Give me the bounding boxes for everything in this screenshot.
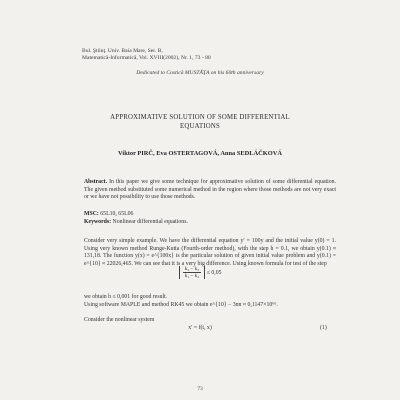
authors: Viktor PIRČ, Eva OSTERTAGOVÁ, Anna SEDLÁČKOVÁ [118, 150, 282, 157]
journal-header-line2: Matematică-Informatică, Vol. XVIII(2002), Nr. 1, 73 - 80 [82, 55, 211, 61]
abstract-label: Abstract. [84, 179, 108, 185]
abs-bar-right [204, 266, 205, 279]
abs-bar-left [179, 266, 180, 279]
fraction-denominator: k₁ − k₂ [184, 273, 200, 279]
keywords-label: Keywords: [84, 219, 112, 225]
fraction-numerator: k₂ − k₃ [184, 266, 200, 272]
page-number: 73 [197, 386, 203, 392]
body-paragraph-3: Using software MAPLE and method RK45 we obtain e^{10} − 3nn ≈ 0,1147×10⁶⁶. [84, 302, 278, 308]
body-paragraph-2: we obtain h ≤ 0,001 for good result. [84, 294, 168, 300]
msc-label: MSC: [84, 211, 99, 217]
keywords-text: Nonlinear differential equations. [112, 219, 188, 225]
paper-title-line2: EQUATIONS [180, 123, 220, 130]
keywords-line [84, 219, 188, 225]
paper-title-line1: APPROXIMATIVE SOLUTION OF SOME DIFFERENTIAL [110, 114, 290, 121]
step-test-formula [0, 266, 400, 279]
fraction [183, 266, 201, 279]
abstract-text: In this paper we give some technique for approximative solution of some differential equation. The given method substituted some numerical method in the region where those methods are not very exact or we have not possibility to use those methods. [84, 179, 336, 201]
equation-number: (1) [320, 325, 327, 331]
msc-line [84, 211, 133, 217]
body-paragraph-1: Consider very simple example. We have the differential equation y′ = 100y and the initial value y(0) = 1. Using very known method Runge-Kutta (Fourth-order method), with the step h = 0.1, we obtain y(0.1) ≈ 131,18. The function y(x) = e^{100x} is the particular solution of given initial value problem and y(0.1) = e^{10} ≈ 22026,465. We can see that it is a very big difference. Using known formula for test of the step [84, 238, 336, 267]
system-equation: x′ = f(t, x) [188, 325, 212, 331]
journal-header-line1: Bul. Ştiinţ. Univ. Baia Mare, Ser. B, [82, 48, 163, 54]
abstract [84, 179, 336, 202]
msc-codes: 65L10, 65L06 [100, 211, 134, 217]
dedication: Dedicated to Costică MUSTĂŢA on his 60th anniversary [136, 70, 264, 76]
body-paragraph-4: Consider the nonlinear system [84, 317, 155, 323]
fraction-rhs: ≤ 0,05 [206, 269, 222, 276]
